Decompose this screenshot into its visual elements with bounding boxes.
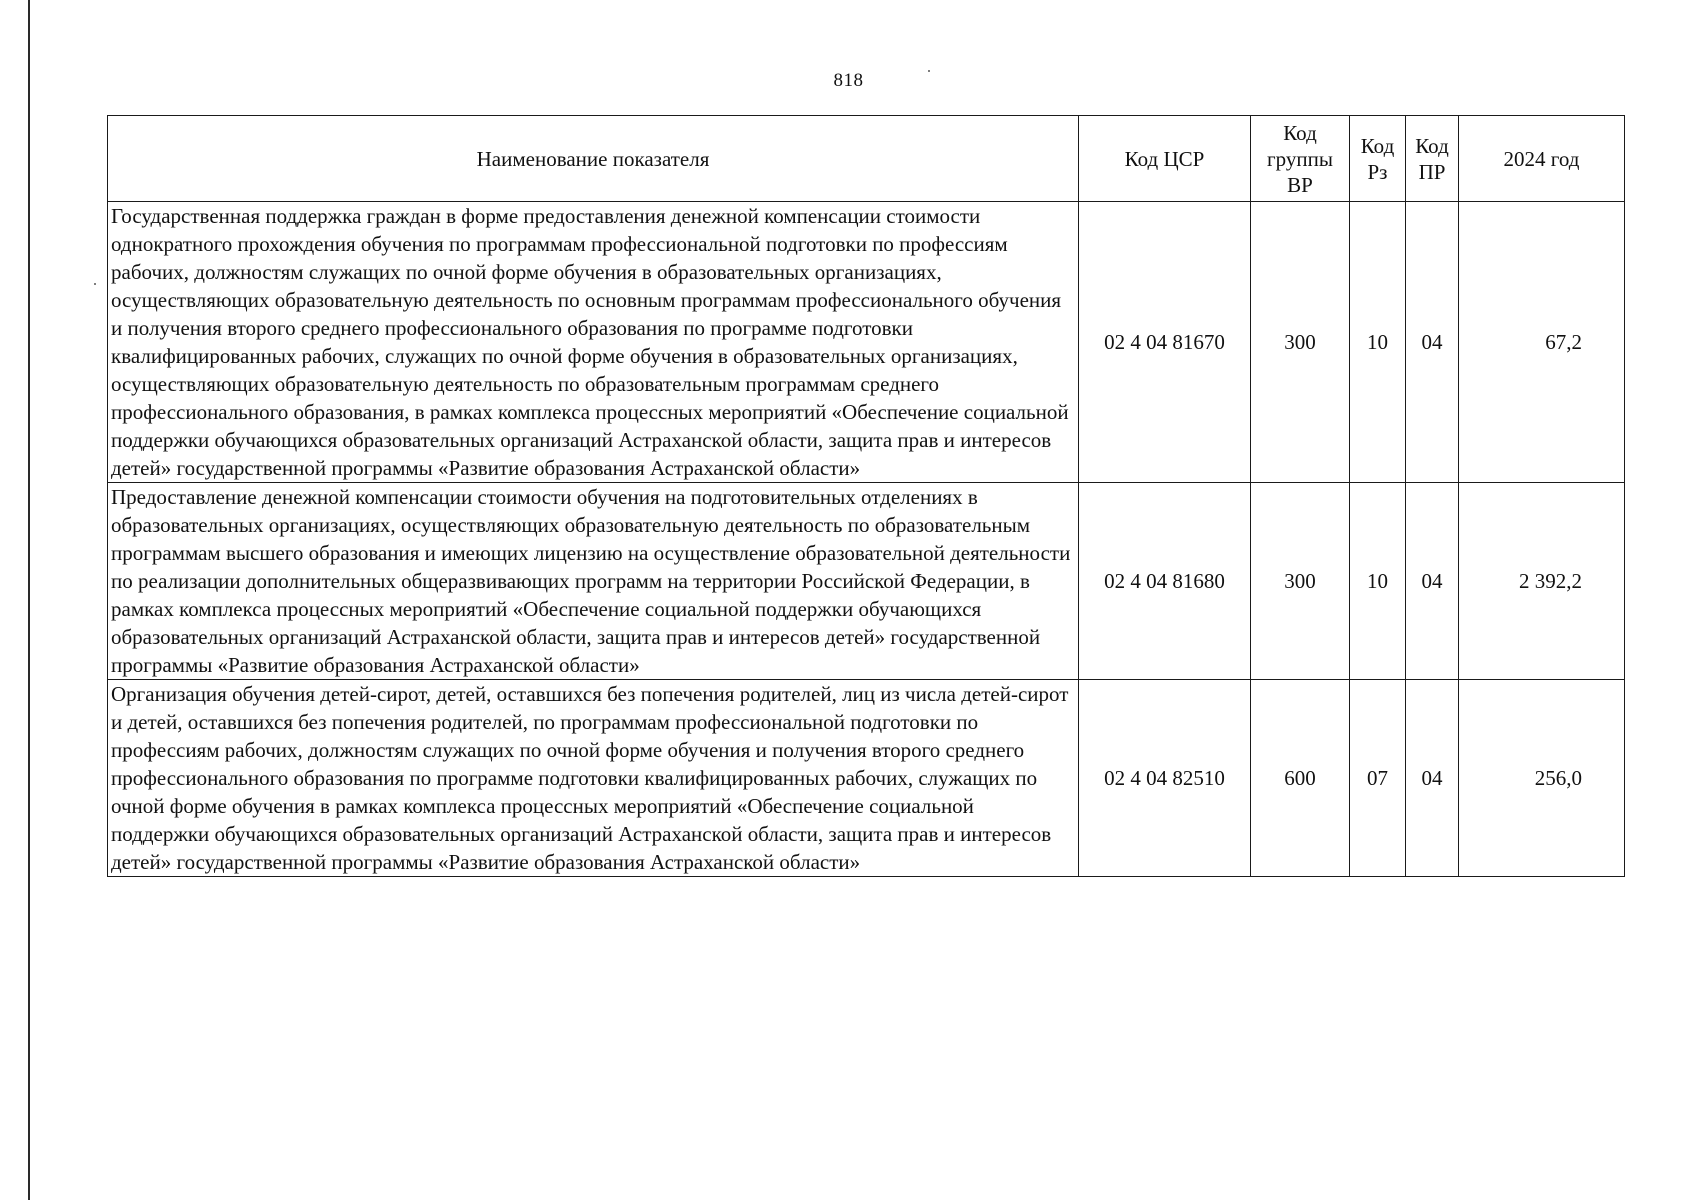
- row-amount-2024: 2 392,2: [1459, 483, 1625, 680]
- row-code-vr: 600: [1251, 680, 1350, 877]
- table-row: [108, 202, 1625, 483]
- row-code-rz: 10: [1350, 202, 1406, 483]
- scan-speck: [94, 283, 96, 285]
- header-code-vr-group: Код группы ВР: [1251, 116, 1350, 202]
- table-header-row: [108, 116, 1625, 202]
- row-code-csr: 02 4 04 81680: [1079, 483, 1251, 680]
- header-year-2024: 2024 год: [1459, 116, 1625, 202]
- row-amount-2024: 256,0: [1459, 680, 1625, 877]
- row-code-pr: 04: [1406, 483, 1459, 680]
- row-code-rz: 10: [1350, 483, 1406, 680]
- budget-table: [107, 115, 1625, 877]
- row-code-vr: 300: [1251, 483, 1350, 680]
- row-amount-2024: 67,2: [1459, 202, 1625, 483]
- row-code-pr: 04: [1406, 680, 1459, 877]
- table-row: [108, 483, 1625, 680]
- header-code-pr: Код ПР: [1406, 116, 1459, 202]
- header-indicator-name: Наименование показателя: [108, 116, 1079, 202]
- row-indicator-name: Государственная поддержка граждан в форме предоставления денежной компенсации стоимости однократного прохождения обучения по программам профессиональной подготовки по профессиям рабочих, должностям служащих по очной форме обучения в образовательных организациях, осуществляющих образовательную деятельность по основным программам профессионального обучения и получения второго среднего профессионального образования по программе подготовки квалифицированных рабочих, служащих по очной форме обучения в образовательных организациях, осуществляющих образовательную деятельность по образовательным программам среднего профессионального образования, в рамках комплекса процессных мероприятий «Обеспечение социальной поддержки обучающихся образовательных организаций Астраханской области, защита прав и интересов детей» государственной программы «Развитие образования Астраханской области»: [108, 202, 1079, 483]
- row-code-csr: 02 4 04 82510: [1079, 680, 1251, 877]
- row-code-vr: 300: [1251, 202, 1350, 483]
- header-code-csr: Код ЦСР: [1079, 116, 1251, 202]
- row-code-rz: 07: [1350, 680, 1406, 877]
- table-row: [108, 680, 1625, 877]
- row-indicator-name: Организация обучения детей-сирот, детей, оставшихся без попечения родителей, лиц из числа детей-сирот и детей, оставшихся без попечения родителей, по программам профессиональной подготовки по профессиям рабочих, должностям служащих по очной форме обучения и получения второго среднего профессионального образования по программе подготовки квалифицированных рабочих, служащих по очной форме обучения в рамках комплекса процессных мероприятий «Обеспечение социальной поддержки обучающихся образовательных организаций Астраханской области, защита прав и интересов детей» государственной программы «Развитие образования Астраханской области»: [108, 680, 1079, 877]
- row-code-csr: 02 4 04 81670: [1079, 202, 1251, 483]
- row-indicator-name: Предоставление денежной компенсации стоимости обучения на подготовительных отделениях в образовательных организациях, осуществляющих образовательную деятельность по образовательным программам высшего образования и имеющих лицензию на осуществление образовательной деятельности по реализации дополнительных общеразвивающих программ на территории Российской Федерации, в рамках комплекса процессных мероприятий «Обеспечение социальной поддержки обучающихся образовательных организаций Астраханской области, защита прав и интересов детей» государственной программы «Развитие образования Астраханской области»: [108, 483, 1079, 680]
- page-number: 818: [833, 70, 864, 91]
- header-code-rz: Код Рз: [1350, 116, 1406, 202]
- scan-edge-line: [28, 0, 30, 1200]
- row-code-pr: 04: [1406, 202, 1459, 483]
